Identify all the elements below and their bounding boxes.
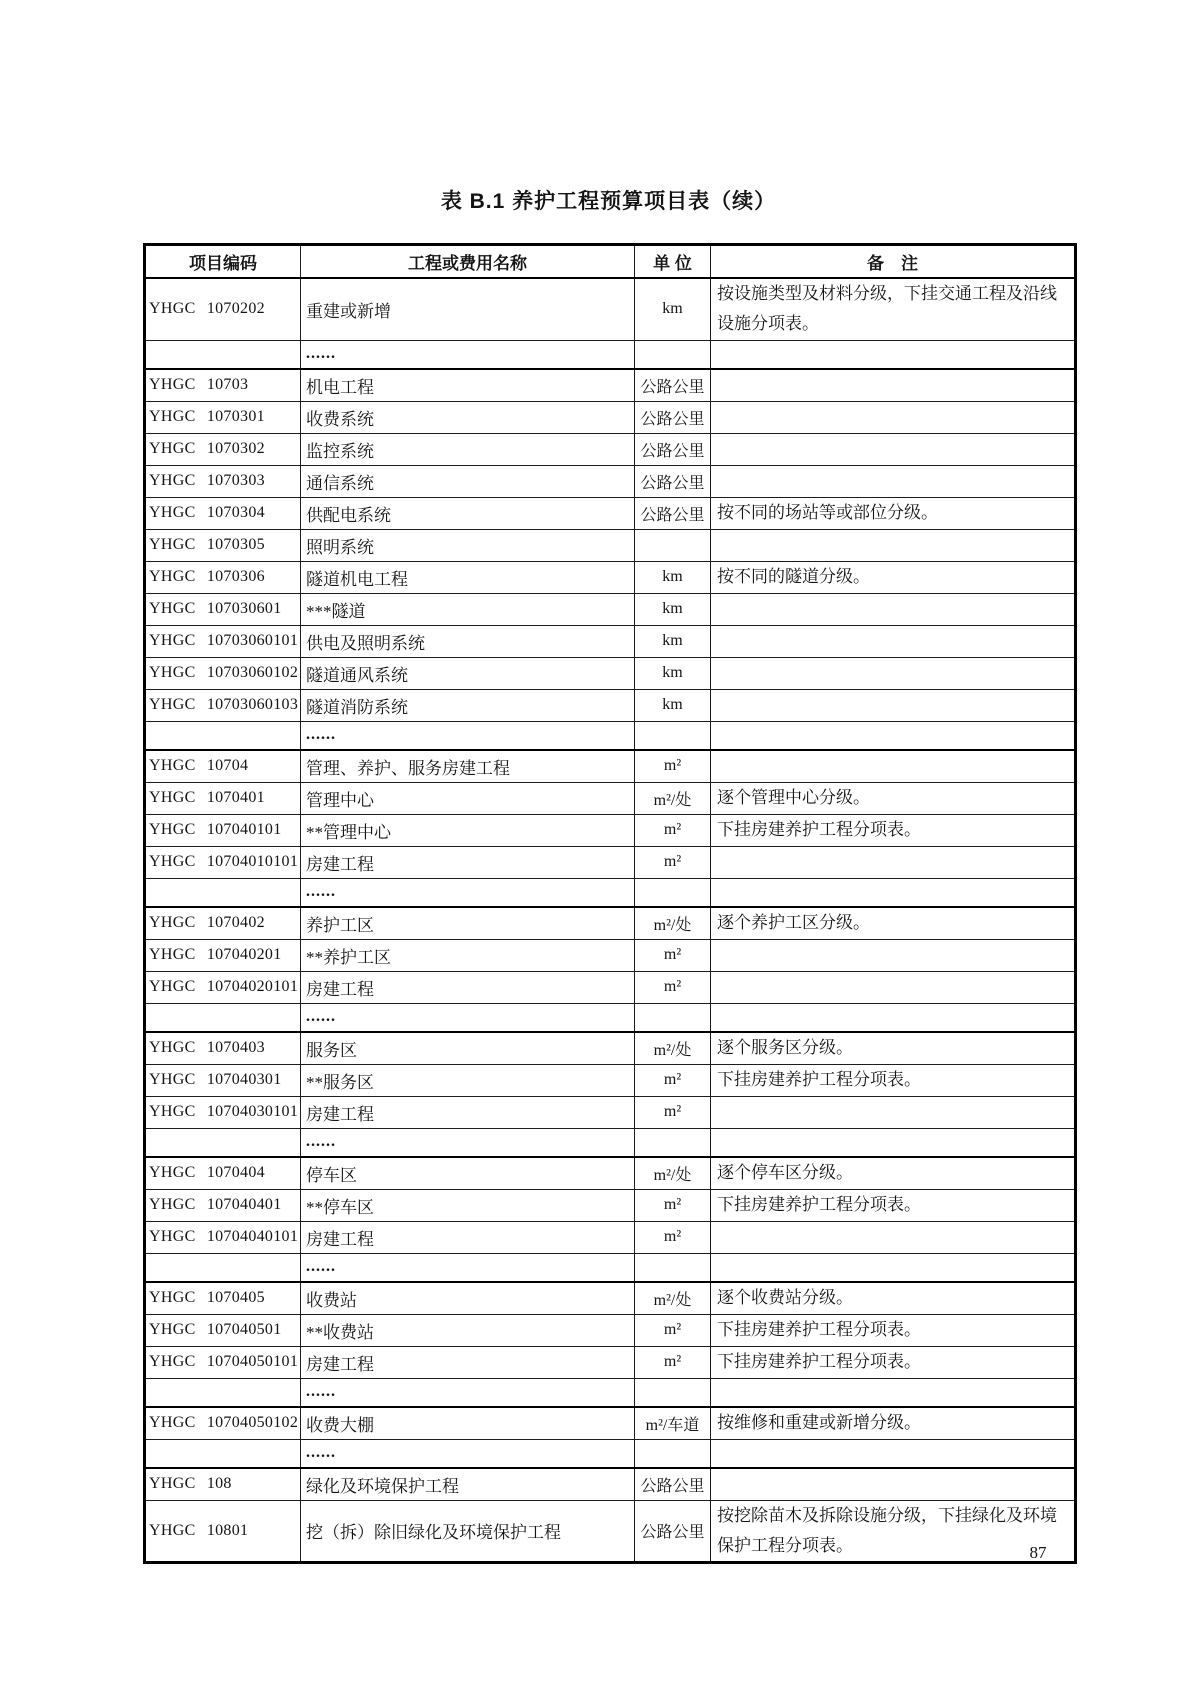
table-row: [145, 846, 1076, 878]
item-name-cell: 房建工程: [301, 1346, 635, 1378]
item-name-cell: 机电工程: [301, 369, 635, 401]
item-code-cell: [145, 1378, 301, 1407]
table-row: [145, 593, 1076, 625]
item-name-cell: 房建工程: [301, 1221, 635, 1253]
item-remark-cell: [711, 593, 1076, 625]
item-code-cell: YHGC 10703: [145, 369, 301, 401]
item-unit-cell: m²: [635, 1314, 711, 1346]
item-unit-cell: km: [635, 689, 711, 721]
item-name-cell: ......: [301, 1253, 635, 1282]
item-code-cell: YHGC 108: [145, 1468, 301, 1500]
item-remark-cell: 逐个收费站分级。: [711, 1282, 1076, 1314]
item-remark-cell: 逐个养护工区分级。: [711, 907, 1076, 939]
item-remark-cell: [711, 1221, 1076, 1253]
item-code-cell: YHGC 1070202: [145, 278, 301, 340]
item-name-cell: 隧道通风系统: [301, 657, 635, 689]
item-code-cell: YHGC 10704010101: [145, 846, 301, 878]
table-row: [145, 689, 1076, 721]
item-code-cell: YHGC 107040401: [145, 1189, 301, 1221]
item-remark-cell: 按设施类型及材料分级，下挂交通工程及沿线设施分项表。: [711, 278, 1076, 340]
table-row: [145, 1128, 1076, 1157]
item-remark-cell: [711, 1128, 1076, 1157]
item-remark-cell: [711, 878, 1076, 907]
item-unit-cell: m²/处: [635, 782, 711, 814]
item-name-cell: ......: [301, 340, 635, 369]
item-unit-cell: [635, 1003, 711, 1032]
item-name-cell: 监控系统: [301, 433, 635, 465]
item-remark-cell: 逐个停车区分级。: [711, 1157, 1076, 1189]
table-row: [145, 1468, 1076, 1500]
item-code-cell: YHGC 1070403: [145, 1032, 301, 1064]
table-row: [145, 1378, 1076, 1407]
item-unit-cell: m²: [635, 1096, 711, 1128]
item-remark-cell: [711, 625, 1076, 657]
table-row: [145, 657, 1076, 689]
item-remark-cell: [711, 1468, 1076, 1500]
table-row: [145, 1253, 1076, 1282]
table-row: [145, 1221, 1076, 1253]
item-unit-cell: m²: [635, 971, 711, 1003]
table-row: [145, 1282, 1076, 1314]
table-row: [145, 1189, 1076, 1221]
item-remark-cell: 逐个服务区分级。: [711, 1032, 1076, 1064]
item-unit-cell: 公路公里: [635, 433, 711, 465]
item-name-cell: 绿化及环境保护工程: [301, 1468, 635, 1500]
item-unit-cell: m²/车道: [635, 1407, 711, 1439]
item-code-cell: YHGC 107040301: [145, 1064, 301, 1096]
table-row: [145, 1500, 1076, 1563]
item-name-cell: ......: [301, 1439, 635, 1468]
item-remark-cell: [711, 689, 1076, 721]
table-header: [145, 245, 1076, 279]
item-code-cell: YHGC 10703060103: [145, 689, 301, 721]
table-row: [145, 971, 1076, 1003]
table-row: [145, 1407, 1076, 1439]
item-remark-cell: [711, 369, 1076, 401]
item-code-cell: YHGC 1070306: [145, 561, 301, 593]
item-unit-cell: 公路公里: [635, 1468, 711, 1500]
item-unit-cell: m²: [635, 1064, 711, 1096]
item-name-cell: 供电及照明系统: [301, 625, 635, 657]
header-unit: 单 位: [635, 245, 711, 279]
item-unit-cell: [635, 529, 711, 561]
item-remark-cell: [711, 846, 1076, 878]
item-code-cell: YHGC 10704030101: [145, 1096, 301, 1128]
table-row: [145, 1064, 1076, 1096]
item-code-cell: YHGC 10704: [145, 750, 301, 782]
item-name-cell: 隧道消防系统: [301, 689, 635, 721]
table-row: [145, 401, 1076, 433]
item-unit-cell: km: [635, 625, 711, 657]
item-remark-cell: 按维修和重建或新增分级。: [711, 1407, 1076, 1439]
item-unit-cell: [635, 1378, 711, 1407]
item-unit-cell: m²/处: [635, 907, 711, 939]
item-remark-cell: 下挂房建养护工程分项表。: [711, 1064, 1076, 1096]
item-unit-cell: m²/处: [635, 1157, 711, 1189]
item-name-cell: 挖（拆）除旧绿化及环境保护工程: [301, 1500, 635, 1563]
table-row: [145, 814, 1076, 846]
item-remark-cell: [711, 401, 1076, 433]
item-code-cell: YHGC 107030601: [145, 593, 301, 625]
item-code-cell: YHGC 10704020101: [145, 971, 301, 1003]
table-row: [145, 1032, 1076, 1064]
item-remark-cell: 下挂房建养护工程分项表。: [711, 814, 1076, 846]
item-code-cell: YHGC 10704050101: [145, 1346, 301, 1378]
item-code-cell: YHGC 10703060101: [145, 625, 301, 657]
item-unit-cell: m²: [635, 1189, 711, 1221]
item-remark-cell: 按挖除苗木及拆除设施分级，下挂绿化及环境保护工程分项表。: [711, 1500, 1076, 1563]
table-row: [145, 340, 1076, 369]
table-row: [145, 278, 1076, 340]
item-name-cell: **服务区: [301, 1064, 635, 1096]
item-unit-cell: m²: [635, 814, 711, 846]
item-name-cell: 房建工程: [301, 846, 635, 878]
item-name-cell: 管理、养护、服务房建工程: [301, 750, 635, 782]
table-row: [145, 1346, 1076, 1378]
item-code-cell: YHGC 107040101: [145, 814, 301, 846]
table-row: [145, 529, 1076, 561]
item-remark-cell: [711, 1439, 1076, 1468]
item-name-cell: ......: [301, 721, 635, 750]
item-name-cell: 重建或新增: [301, 278, 635, 340]
item-unit-cell: m²: [635, 846, 711, 878]
item-code-cell: YHGC 107040201: [145, 939, 301, 971]
item-name-cell: **管理中心: [301, 814, 635, 846]
item-name-cell: 房建工程: [301, 1096, 635, 1128]
item-unit-cell: m²: [635, 1221, 711, 1253]
item-remark-cell: 按不同的场站等或部位分级。: [711, 497, 1076, 529]
item-unit-cell: 公路公里: [635, 1500, 711, 1563]
item-remark-cell: [711, 340, 1076, 369]
table-row: [145, 1439, 1076, 1468]
item-code-cell: [145, 1128, 301, 1157]
table-row: [145, 369, 1076, 401]
item-name-cell: ......: [301, 1128, 635, 1157]
item-code-cell: YHGC 1070305: [145, 529, 301, 561]
item-name-cell: 收费大棚: [301, 1407, 635, 1439]
item-code-cell: [145, 878, 301, 907]
table-row: [145, 497, 1076, 529]
item-unit-cell: km: [635, 561, 711, 593]
item-code-cell: YHGC 1070302: [145, 433, 301, 465]
item-remark-cell: 按不同的隧道分级。: [711, 561, 1076, 593]
item-unit-cell: 公路公里: [635, 497, 711, 529]
table-row: [145, 561, 1076, 593]
item-code-cell: YHGC 1070402: [145, 907, 301, 939]
page-number: 87: [1029, 1543, 1047, 1562]
item-remark-cell: 下挂房建养护工程分项表。: [711, 1314, 1076, 1346]
item-remark-cell: [711, 939, 1076, 971]
item-name-cell: 照明系统: [301, 529, 635, 561]
item-name-cell: 收费站: [301, 1282, 635, 1314]
item-name-cell: **停车区: [301, 1189, 635, 1221]
item-unit-cell: [635, 721, 711, 750]
item-remark-cell: [711, 529, 1076, 561]
table-row: [145, 782, 1076, 814]
item-remark-cell: [711, 971, 1076, 1003]
item-name-cell: ......: [301, 878, 635, 907]
item-name-cell: ***隧道: [301, 593, 635, 625]
item-unit-cell: [635, 878, 711, 907]
item-code-cell: YHGC 1070404: [145, 1157, 301, 1189]
budget-table: [143, 243, 1077, 1564]
item-unit-cell: m²: [635, 939, 711, 971]
item-remark-cell: [711, 1003, 1076, 1032]
table-row: [145, 465, 1076, 497]
item-code-cell: [145, 721, 301, 750]
header-item-name: 工程或费用名称: [301, 245, 635, 279]
item-remark-cell: 逐个管理中心分级。: [711, 782, 1076, 814]
item-name-cell: 养护工区: [301, 907, 635, 939]
item-code-cell: YHGC 10703060102: [145, 657, 301, 689]
item-unit-cell: 公路公里: [635, 401, 711, 433]
item-unit-cell: m²/处: [635, 1032, 711, 1064]
item-unit-cell: m²: [635, 1346, 711, 1378]
item-code-cell: YHGC 10704040101: [145, 1221, 301, 1253]
item-unit-cell: [635, 1439, 711, 1468]
item-remark-cell: 下挂房建养护工程分项表。: [711, 1346, 1076, 1378]
item-remark-cell: [711, 465, 1076, 497]
item-code-cell: [145, 1439, 301, 1468]
item-code-cell: YHGC 1070401: [145, 782, 301, 814]
table-row: [145, 1096, 1076, 1128]
item-name-cell: 通信系统: [301, 465, 635, 497]
item-remark-cell: [711, 1096, 1076, 1128]
item-unit-cell: [635, 1253, 711, 1282]
item-remark-cell: [711, 657, 1076, 689]
item-unit-cell: 公路公里: [635, 465, 711, 497]
table-title: 表 B.1 养护工程预算项目表（续）: [440, 190, 777, 213]
table-row: [145, 625, 1076, 657]
item-code-cell: [145, 1253, 301, 1282]
item-remark-cell: [711, 721, 1076, 750]
item-name-cell: 隧道机电工程: [301, 561, 635, 593]
item-name-cell: 收费系统: [301, 401, 635, 433]
item-name-cell: 管理中心: [301, 782, 635, 814]
item-unit-cell: km: [635, 593, 711, 625]
item-remark-cell: 下挂房建养护工程分项表。: [711, 1189, 1076, 1221]
item-code-cell: [145, 340, 301, 369]
table-row: [145, 878, 1076, 907]
item-unit-cell: [635, 1128, 711, 1157]
table-row: [145, 1157, 1076, 1189]
item-name-cell: ......: [301, 1003, 635, 1032]
item-code-cell: YHGC 107040501: [145, 1314, 301, 1346]
table-row: [145, 721, 1076, 750]
item-code-cell: [145, 1003, 301, 1032]
item-name-cell: 房建工程: [301, 971, 635, 1003]
item-code-cell: YHGC 1070301: [145, 401, 301, 433]
table-row: [145, 433, 1076, 465]
item-remark-cell: [711, 1253, 1076, 1282]
table-body: [145, 278, 1076, 1563]
item-name-cell: **养护工区: [301, 939, 635, 971]
item-code-cell: YHGC 1070303: [145, 465, 301, 497]
item-code-cell: YHGC 1070304: [145, 497, 301, 529]
table-row: [145, 1003, 1076, 1032]
item-remark-cell: [711, 1378, 1076, 1407]
item-name-cell: 停车区: [301, 1157, 635, 1189]
item-unit-cell: km: [635, 657, 711, 689]
item-name-cell: 供配电系统: [301, 497, 635, 529]
table-row: [145, 750, 1076, 782]
item-name-cell: 服务区: [301, 1032, 635, 1064]
header-item-code: 项目编码: [145, 245, 301, 279]
item-name-cell: **收费站: [301, 1314, 635, 1346]
item-unit-cell: [635, 340, 711, 369]
item-code-cell: YHGC 1070405: [145, 1282, 301, 1314]
item-unit-cell: m²: [635, 750, 711, 782]
item-remark-cell: [711, 750, 1076, 782]
item-code-cell: YHGC 10704050102: [145, 1407, 301, 1439]
header-remark: 备 注: [711, 245, 1076, 279]
item-name-cell: ......: [301, 1378, 635, 1407]
table-row: [145, 939, 1076, 971]
item-unit-cell: 公路公里: [635, 369, 711, 401]
table-row: [145, 907, 1076, 939]
item-unit-cell: km: [635, 278, 711, 340]
item-unit-cell: m²/处: [635, 1282, 711, 1314]
header-row: [145, 245, 1076, 279]
table-row: [145, 1314, 1076, 1346]
item-remark-cell: [711, 433, 1076, 465]
item-code-cell: YHGC 10801: [145, 1500, 301, 1563]
